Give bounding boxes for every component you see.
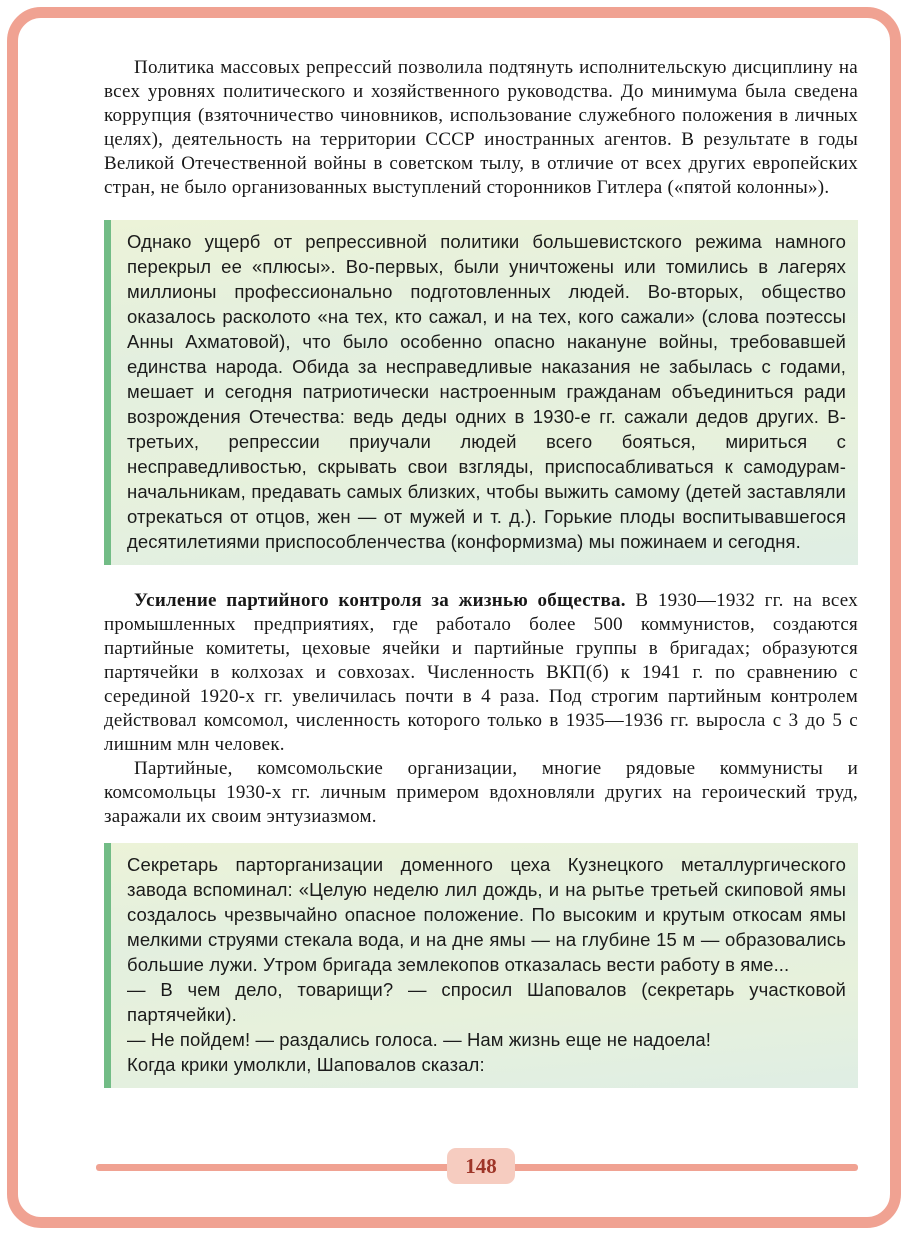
section-heading: Усиление партийного контроля за жизнью общества.: [134, 590, 636, 611]
highlight-box-repression-costs: [104, 220, 858, 565]
paragraph-repressions-policy: Политика массовых репрессий позволила подтянуть исполнительскую дисциплину на всех уровнях политического и хозяйственного руководства. До минимума была сведена коррупция (взяточничество чиновников, использование служебного положения в личных целях), деятельность на территории СССР иностранных агентов. В результате в годы Великой Отечественной войны в советском тылу, в отличие от всех других европейских стран, не было организованных выступлений сторонников Гитлера («пятой колонны»).: [104, 57, 858, 198]
memoir-paragraph: Секретарь парторганизации доменного цеха Кузнецкого металлургического завода вспоминал: «Целую неделю лил дождь, и на рытье третьей скиповой ямы создалось чрезвычайно опасное положение. По высоким и крутым откосам ямы мелкими струями стекала вода, и на дне ямы — на глубине 15 м — образовались большие лужи. Утром бригада землекопов отказалась вести работу в яме...: [127, 854, 846, 975]
highlight-box-memoir: [104, 843, 858, 1088]
highlight-box-text: Однако ущерб от репрессивной политики большевистского режима намного перекрыл ее «плюсы». Во-первых, были уничтожены или томились в лагерях миллионы профессионально подготовленных людей. Во-вторых, общество оказалось расколото «на тех, кто сажал, и на тех, кого сажали» (слова поэтессы Анны Ахматовой), что было особенно опасно накануне войны, требовавшей единства народа. Обида за несправедливые наказания не забылась с годами, мешает и сегодня патриотически настроенным гражданам объединиться ради возрождения Отечества: ведь деды одних в 1930-е гг. сажали дедов других. В-третьих, репрессии приучали людей всего бояться, мириться с несправедливостью, скрывать свои взгляды, приспосабливаться к самодурам-начальникам, предавать самых близких, чтобы выжить самому (детей заставляли отрекаться от отцов, жен — от мужей и т. д.). Горькие плоды воспитывавшегося десятилетиями приспособленчества (конформизма) мы пожинаем и сегодня.: [127, 231, 846, 552]
paragraph-party-control: [104, 589, 858, 757]
paragraph-party-example: Партийные, комсомольские организации, многие рядовые коммунисты и комсомольцы 1930-х гг. личным примером вдохновляли других на героический труд, заражали их своим энтузиазмом.: [104, 758, 858, 827]
memoir-dialogue-line: — Не пойдем! — раздались голоса. — Нам жизнь еще не надоела!: [127, 1029, 712, 1050]
section-heading-body: В 1930—1932 гг. на всех промышленных предприятиях, где работало более 500 коммунистов, создаются партийные комитеты, цеховые ячейки и партийные группы в бригадах; образуются партячейки в колхозах и совхозах. Численность ВКП(б) к 1941 г. по сравнению с серединой 1920-х гг. увеличилась почти в 4 раза. Под строгим партийным контролем действовал комсомол, численность которого только в 1935—1936 гг. выросла с 3 до 5 с лишним млн человек.: [104, 590, 858, 755]
memoir-dialogue-line: — В чем дело, товарищи? — спросил Шаповалов (секретарь участковой партячейки).: [127, 979, 846, 1025]
page-number: 148: [447, 1148, 515, 1184]
page-content: [104, 56, 858, 1088]
memoir-paragraph: Когда крики умолкли, Шаповалов сказал:: [127, 1054, 485, 1075]
